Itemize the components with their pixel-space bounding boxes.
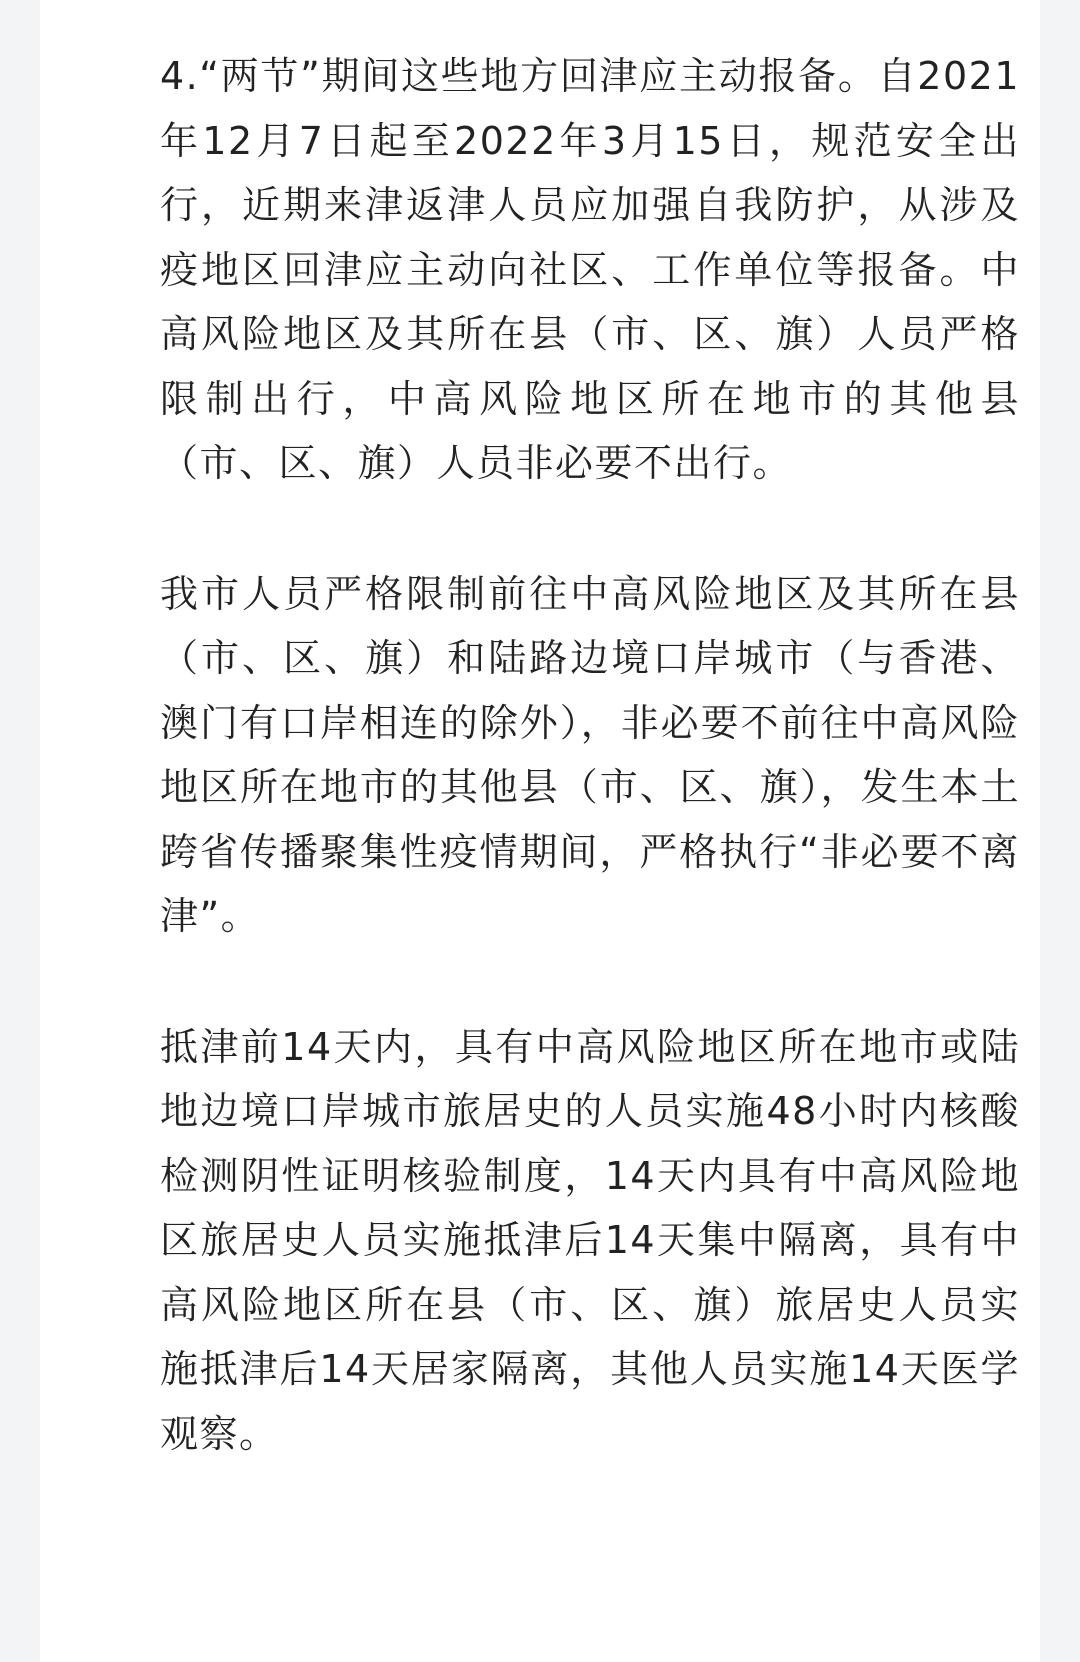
paragraph-travel-restrictions: 我市人员严格限制前往中高风险地区及其所在县（市、区、旗）和陆路边境口岸城市（与香港、澳门有口岸相连的除外），非必要不前往中高风险地区所在地市的其他县（市、区、旗），发生本土跨省传播聚集性疫情期间，严格执行“非必要不离津”。 xyxy=(160,571,1020,938)
article-body xyxy=(160,44,1020,1466)
paragraph-arrival-quarantine: 抵津前14天内，具有中高风险地区所在地市或陆地边境口岸城市旅居史的人员实施48小时内核酸检测阴性证明核验制度，14天内具有中高风险地区旅居史人员实施抵津后14天集中隔离，具有中高风险地区所在县（市、区、旗）旅居史人员实施抵津后14天居家隔离，其他人员实施14天医学观察。 xyxy=(160,1024,1020,1456)
paragraph-travel-reporting: 4.“两节”期间这些地方回津应主动报备。自2021年12月7日起至2022年3月15日，规范安全出行，近期来津返津人员应加强自我防护，从涉及疫地区回津应主动向社区、工作单位等报备。中高风险地区及其所在县（市、区、旗）人员严格限制出行，中高风险地区所在地市的其他县（市、区、旗）人员非必要不出行。 xyxy=(160,54,1020,485)
article-card xyxy=(40,0,1040,1662)
